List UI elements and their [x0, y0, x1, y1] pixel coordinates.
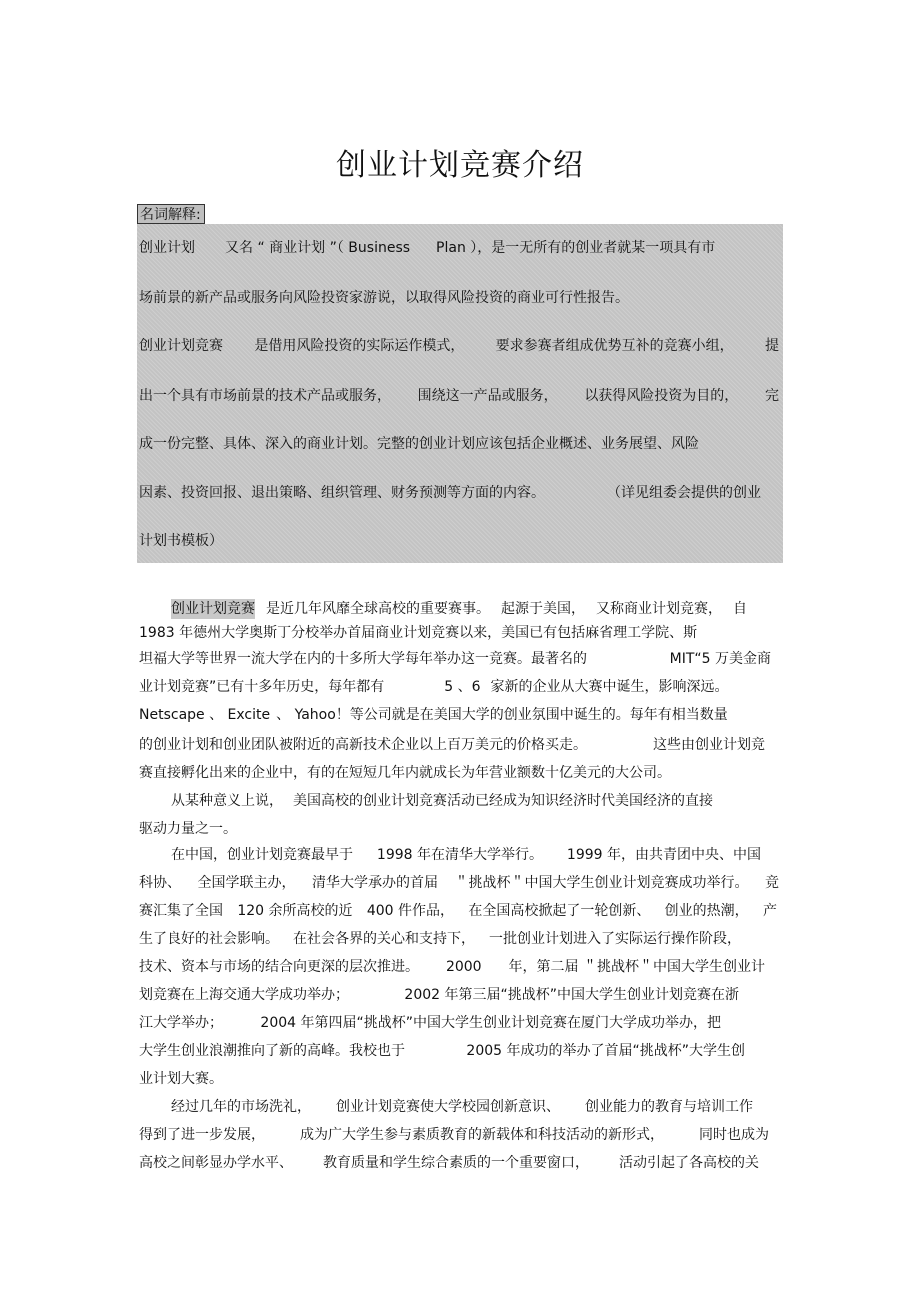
body-line: 从某种意义上说， 美国高校的创业计划竞赛活动已经成为知识经济时代美国经济的直接 [171, 793, 713, 809]
body-line: 大学生创业浪潮推向了新的高峰。我校也于 2005 年成功的举办了首届“挑战杯”大学生创 [139, 1043, 745, 1059]
glossary-line: 场前景的新产品或服务向风险投资家游说，以取得风险投资的商业可行性报告。 [139, 290, 629, 306]
glossary-line: 计划书模板） [139, 533, 223, 549]
body-line: 的创业计划和创业团队被附近的高新技术企业以上百万美元的价格买走。 这些由创业计划竞 [139, 737, 765, 753]
body-line: 业计划竞赛”已有十多年历史，每年都有 5 、6 家新的企业从大赛中诞生，影响深远。 [139, 679, 729, 695]
body-line: 坦福大学等世界一流大学在内的十多所大学每年举办这一竞赛。最著名的 MIT“5 万美金商 [139, 651, 771, 667]
glossary-line: 创业计划 又名 “ 商业计划 ”（ Business Plan ），是一无所有的创业者就某一项具有市 [139, 240, 716, 256]
body-line: 业计划大赛。 [139, 1071, 223, 1087]
body-line: 科协、 全国学联主办， 清华大学承办的首届 ＂挑战杯＂中国大学生创业计划竞赛成功举行。 竞 [139, 875, 779, 891]
document-title: 创业计划竞赛介绍 [336, 148, 584, 183]
glossary-label: 名词解释: [137, 204, 205, 224]
body-line: 经过几年的市场洗礼， 创业计划竞赛使大学校园创新意识、 创业能力的教育与培训工作 [171, 1099, 753, 1115]
body-line: 得到了进一步发展， 成为广大学生参与素质教育的新载体和科技活动的新形式， 同时也成为 [139, 1127, 769, 1143]
body-line: 1983 年德州大学奥斯丁分校举办首届商业计划竞赛以来，美国已有包括麻省理工学院、斯 [139, 625, 698, 641]
body-line: 赛直接孵化出来的企业中，有的在短短几年内就成长为年营业额数十亿美元的大公司。 [139, 765, 671, 781]
body-line: 驱动力量之一。 [139, 821, 237, 837]
body-line: Netscape 、 Excite 、 Yahoo！等公司就是在美国大学的创业氛围中诞生的。每年有相当数量 [139, 707, 728, 723]
body-line: 高校之间彰显办学水平、 教育质量和学生综合素质的一个重要窗口， 活动引起了各高校的关 [139, 1155, 759, 1171]
body-line: 江大学举办； 2004 年第四届“挑战杯”中国大学生创业计划竞赛在厦门大学成功举办，把 [139, 1015, 721, 1031]
body-line: 在中国，创业计划竞赛最早于 1998 年在清华大学举行。 1999 年，由共青团中央、中国 [171, 847, 761, 863]
glossary-line: 成一份完整、具体、深入的商业计划。完整的创业计划应该包括企业概述、业务展望、风险 [139, 436, 699, 452]
body-line: 划竞赛在上海交通大学成功举办； 2002 年第三届“挑战杯”中国大学生创业计划竞赛在浙 [139, 987, 739, 1003]
body-line: 创业计划竞赛 是近几年风靡全球高校的重要赛事。 起源于美国， 又称商业计划竞赛， 自 [171, 601, 747, 617]
glossary-line: 因素、投资回报、退出策略、组织管理、财务预测等方面的内容。 （详见组委会提供的创业 [139, 485, 761, 501]
glossary-line: 创业计划竞赛 是借用风险投资的实际运作模式， 要求参赛者组成优势互补的竞赛小组， 提 [139, 338, 779, 354]
body-line: 技术、资本与市场的结合向更深的层次推进。 2000 年，第二届 ＂挑战杯＂中国大学生创业计 [139, 959, 765, 975]
body-line: 赛汇集了全国 120 余所高校的近 400 件作品， 在全国高校掀起了一轮创新、 创业的热潮， 产 [139, 903, 777, 919]
glossary-line: 出一个具有市场前景的技术产品或服务， 围绕这一产品或服务， 以获得风险投资为目的， 完 [139, 388, 779, 404]
body-line: 生了良好的社会影响。 在社会各界的关心和支持下， 一批创业计划进入了实际运行操作阶段， [139, 931, 741, 947]
